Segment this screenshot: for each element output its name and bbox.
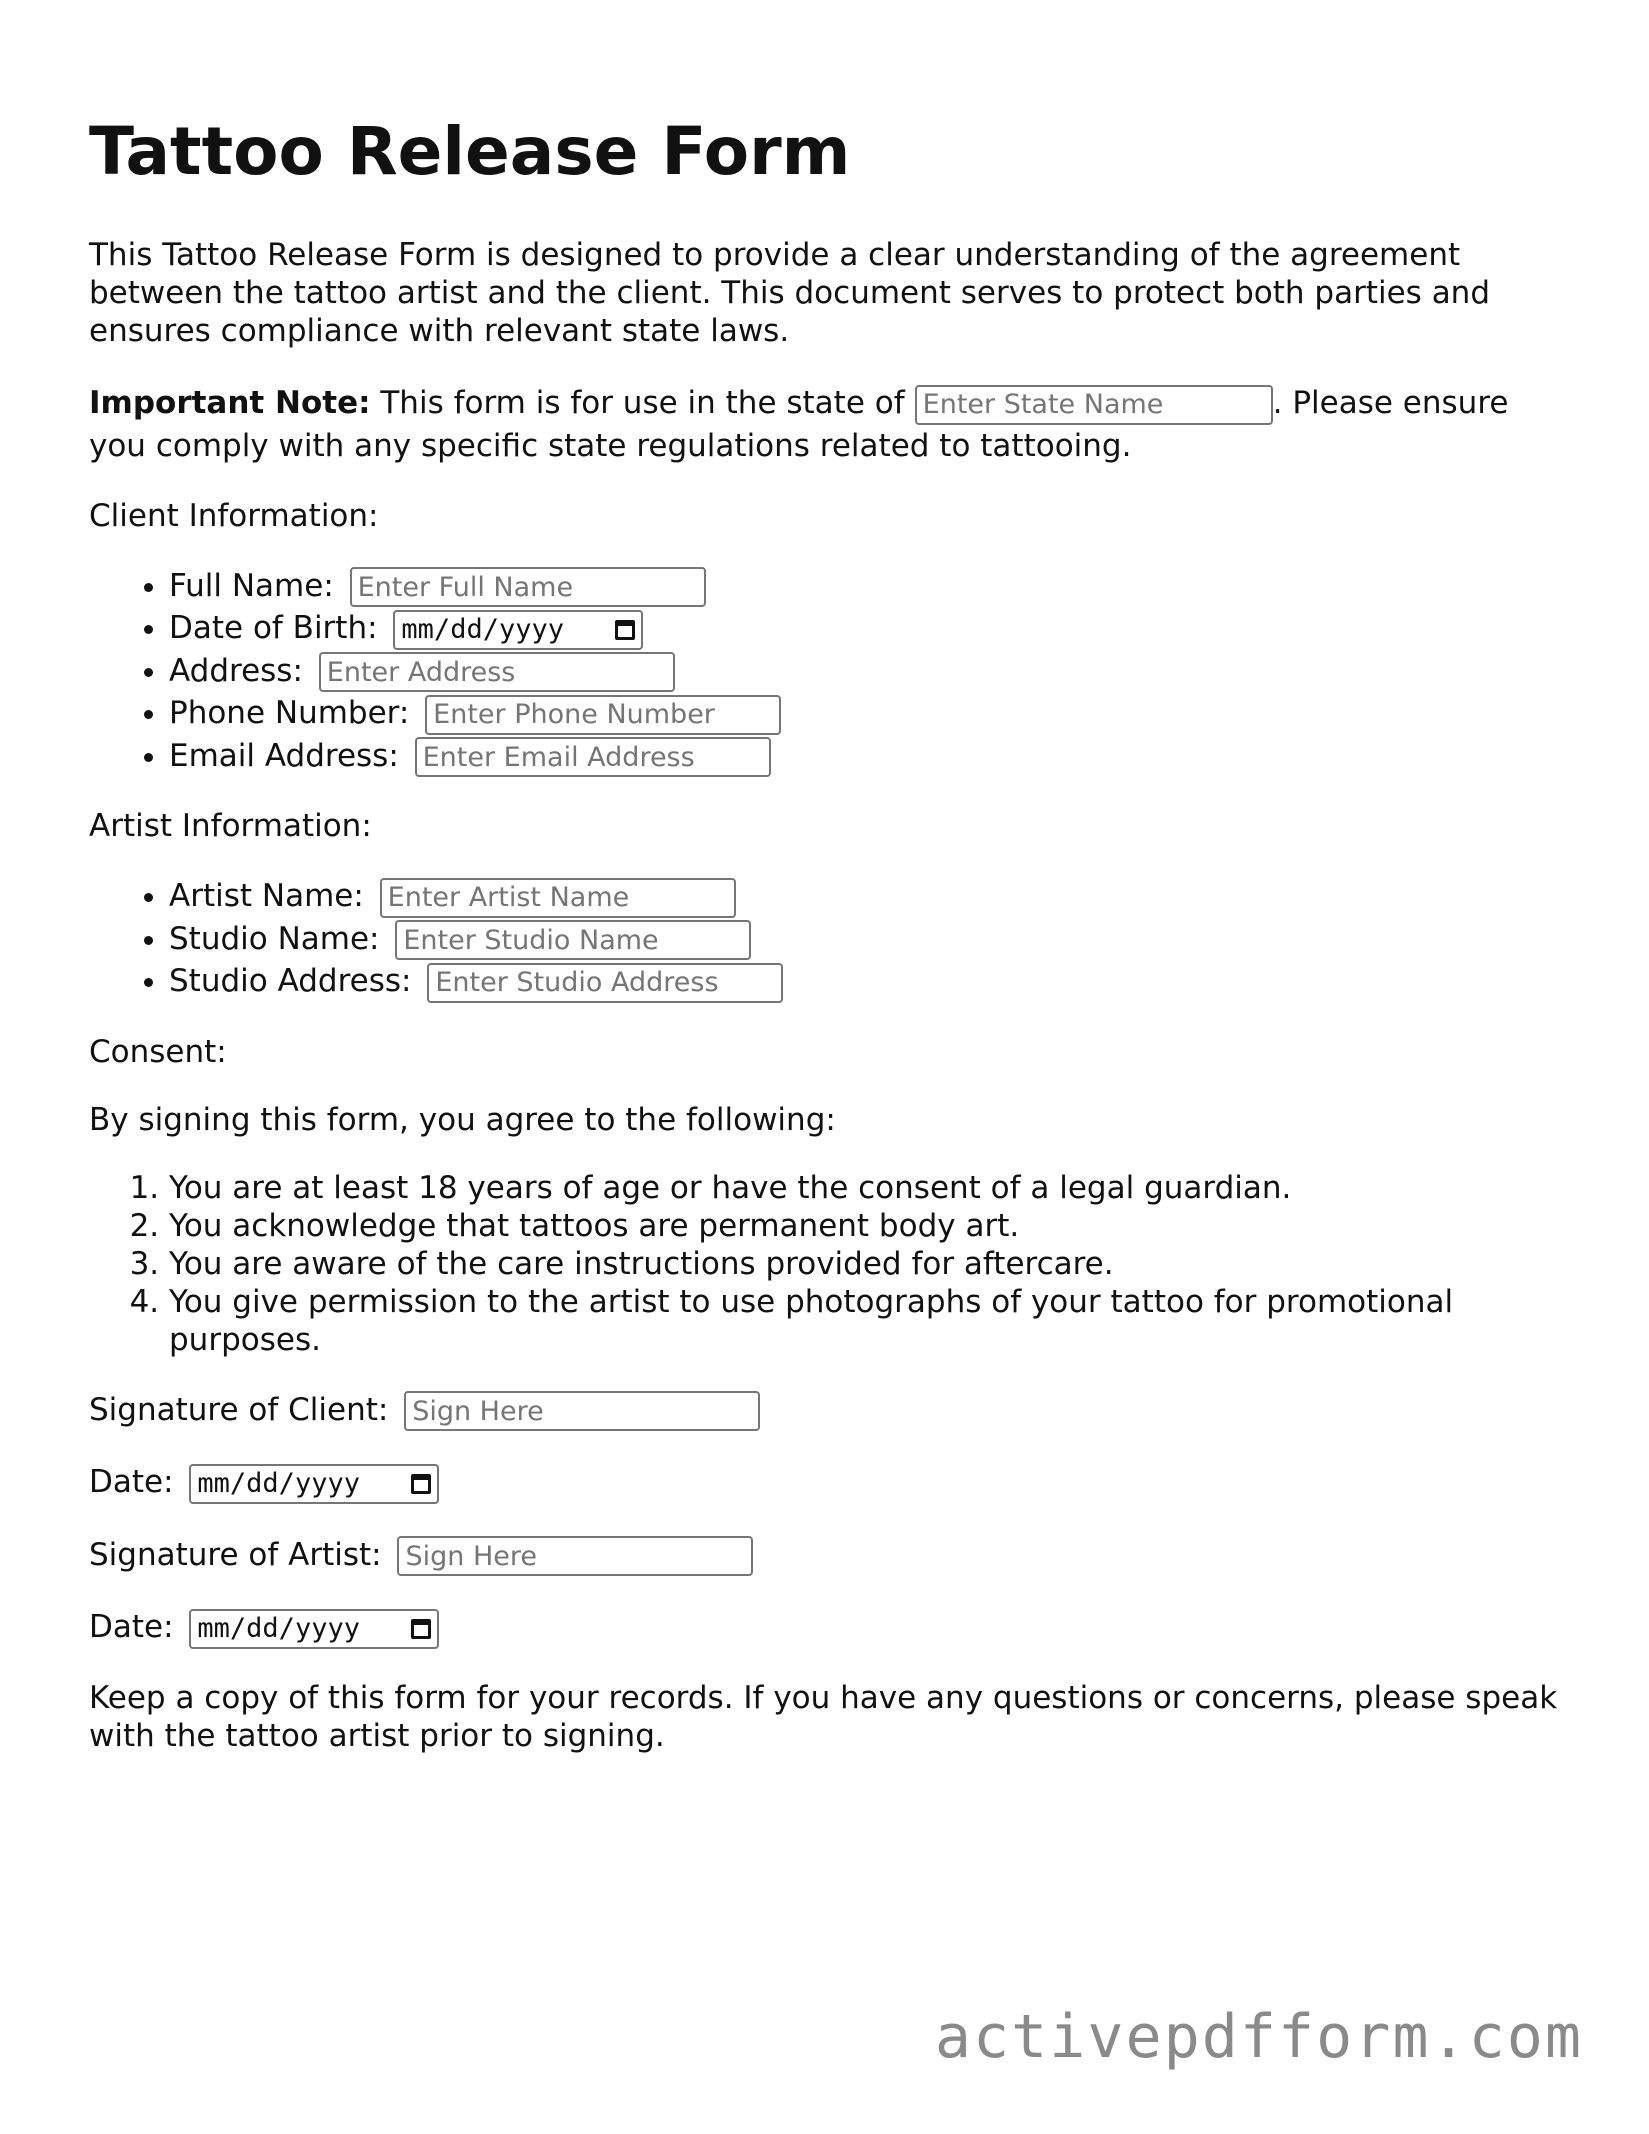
artist-name-label: Artist Name: bbox=[169, 878, 364, 914]
full-name-input[interactable] bbox=[350, 567, 706, 607]
important-note-text-before: This form is for use in the state of bbox=[380, 385, 905, 421]
consent-item: 4. You give permission to the artist to use photographs of your tattoo for promotional purposes. bbox=[169, 1283, 1569, 1359]
important-note-label: Important Note: bbox=[89, 385, 371, 421]
important-note bbox=[89, 382, 1569, 467]
client-info-heading: Client Information: bbox=[89, 497, 379, 534]
email-label: Email Address: bbox=[169, 737, 399, 774]
document bbox=[89, 112, 1569, 1755]
list-item bbox=[169, 918, 1569, 961]
client-signature-row bbox=[89, 1389, 1569, 1432]
studio-address-input[interactable] bbox=[427, 963, 783, 1003]
page-title: Tattoo Release Form bbox=[89, 113, 851, 190]
address-input[interactable] bbox=[319, 652, 675, 692]
artist-date-input[interactable] bbox=[189, 1609, 439, 1649]
calendar-icon[interactable] bbox=[615, 620, 635, 640]
artist-info-list bbox=[89, 875, 1569, 1003]
client-date-input[interactable] bbox=[189, 1464, 439, 1504]
artist-date-row bbox=[89, 1606, 1569, 1649]
list-item bbox=[169, 692, 1569, 735]
artist-date-label: Date: bbox=[89, 1609, 174, 1645]
calendar-icon[interactable] bbox=[411, 1474, 431, 1494]
list-item bbox=[169, 735, 1569, 778]
consent-list bbox=[89, 1169, 1569, 1359]
intro-paragraph: This Tattoo Release Form is designed to provide a clear understanding of the agreement between the tattoo artist and the client. This document serves to protect both parties and ensures compliance with relevant state laws. bbox=[89, 237, 1491, 349]
list-item bbox=[169, 607, 1569, 650]
artist-signature-label: Signature of Artist: bbox=[89, 1536, 382, 1573]
artist-date-value: mm/dd/yyyy bbox=[197, 1612, 360, 1644]
studio-name-input[interactable] bbox=[395, 920, 751, 960]
client-date-label: Date: bbox=[89, 1464, 174, 1500]
consent-item: 2. You acknowledge that tattoos are permanent body art. bbox=[169, 1207, 1569, 1245]
full-name-label: Full Name: bbox=[169, 567, 334, 604]
consent-item: 3. You are aware of the care instructions provided for aftercare. bbox=[169, 1245, 1569, 1283]
studio-address-label: Studio Address: bbox=[169, 963, 412, 999]
artist-name-input[interactable] bbox=[380, 878, 736, 918]
artist-signature-input[interactable] bbox=[397, 1536, 753, 1576]
consent-heading: Consent: bbox=[89, 1033, 227, 1070]
closing-paragraph: Keep a copy of this form for your records. If you have any questions or concerns, please speak with the tattoo artist prior to signing. bbox=[89, 1679, 1558, 1754]
client-date-row bbox=[89, 1461, 1569, 1504]
calendar-icon[interactable] bbox=[411, 1619, 431, 1639]
studio-name-label: Studio Name: bbox=[169, 920, 380, 957]
client-signature-label: Signature of Client: bbox=[89, 1391, 389, 1428]
artist-signature-row bbox=[89, 1534, 1569, 1577]
consent-intro: By signing this form, you agree to the following: bbox=[89, 1101, 836, 1138]
address-label: Address: bbox=[169, 652, 303, 689]
state-name-input[interactable] bbox=[915, 385, 1273, 425]
list-item bbox=[169, 875, 1569, 918]
client-info-list bbox=[89, 565, 1569, 778]
client-signature-input[interactable] bbox=[404, 1391, 760, 1431]
artist-info-heading: Artist Information: bbox=[89, 808, 372, 844]
list-item bbox=[169, 650, 1569, 693]
watermark: activepdfform.com bbox=[934, 2002, 1583, 2072]
dob-date-value: mm/dd/yyyy bbox=[401, 613, 564, 645]
list-item bbox=[169, 960, 1569, 1003]
phone-input[interactable] bbox=[425, 695, 781, 735]
email-input[interactable] bbox=[415, 737, 771, 777]
dob-date-input[interactable] bbox=[393, 610, 643, 650]
list-item bbox=[169, 565, 1569, 608]
client-date-value: mm/dd/yyyy bbox=[197, 1467, 360, 1499]
dob-label: Date of Birth: bbox=[169, 610, 378, 646]
phone-label: Phone Number: bbox=[169, 695, 410, 731]
important-note-text-after: . Please ensure you comply with any specific state regulations related to tattooing. bbox=[89, 385, 1509, 464]
consent-item: 1. You are at least 18 years of age or have the consent of a legal guardian. bbox=[169, 1169, 1569, 1207]
